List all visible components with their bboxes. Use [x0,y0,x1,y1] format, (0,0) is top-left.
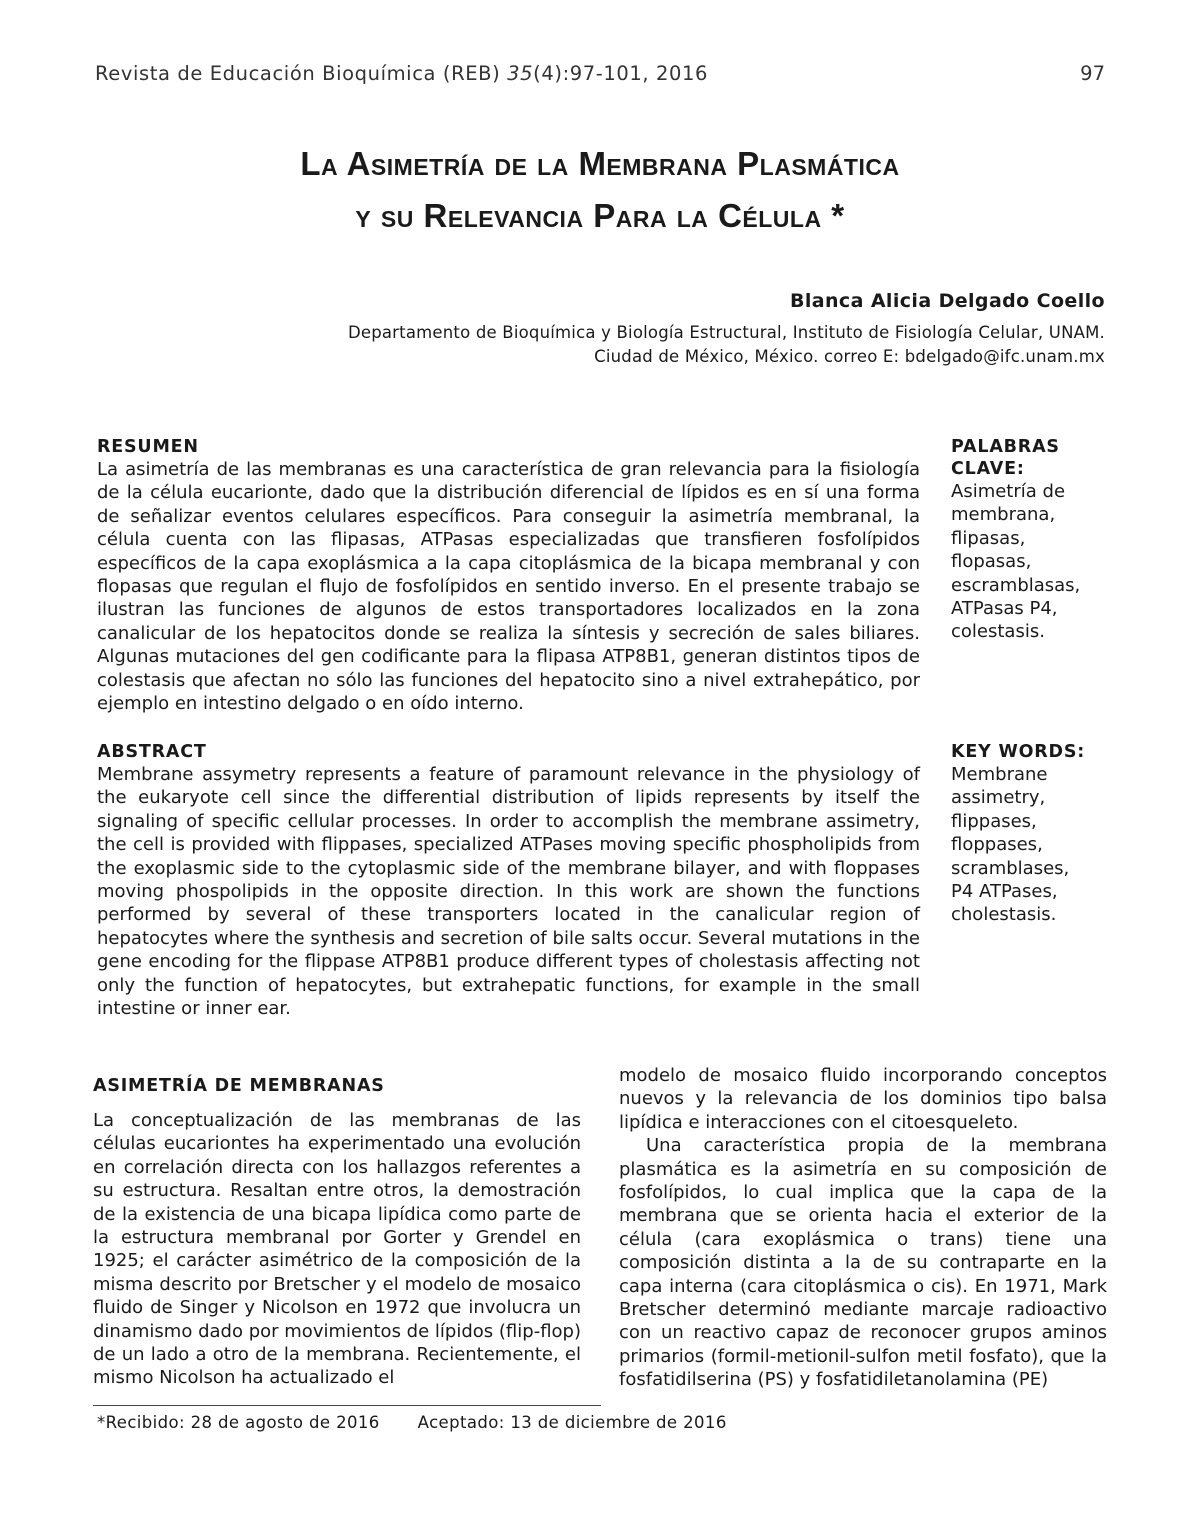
footnote-divider [93,1405,601,1406]
palabra-clave-item: colestasis. [951,621,1045,643]
title-line-2: y su Relevancia Para la Célula * [355,197,845,234]
body-column-left [93,1075,581,1390]
body-column-right [619,1064,1107,1392]
abstract-section [97,741,920,1020]
resumen-section [97,436,920,715]
key-words [951,741,1111,927]
key-word-item: cholestasis. [951,904,1057,926]
key-words-heading: KEY WORDS: [951,742,1086,762]
running-head [95,62,708,85]
palabras-clave-heading-1: PALABRAS [951,437,1060,457]
affiliation-line-2: Ciudad de México, México. correo E: bdelgado@ifc.unam.mx [594,347,1105,366]
journal-volume: 35 [507,62,534,85]
key-word-item: scramblases, [951,857,1070,879]
affiliation-line-1: Departamento de Bioquímica y Biología Estructural, Instituto de Fisiología Celular, UNAM. [347,323,1105,342]
key-word-item: P4 ATPases, [951,881,1058,903]
resumen-text: La asimetría de las membranas es una característica de gran relevancia para la fisiología de la célula eucarionte, dado que la distribución diferencial de lípidos es en sí una forma de señalizar eventos celulares específicos. Para conseguir la asimetría membranal, la célula cuenta con las flipasas, ATPasas especializadas que transfieren fosfolípidos específicos de la capa exoplásmica a la capa citoplásmica de la bicapa membranal y con flopasas que regulan el flujo de fosfolípidos en sentido inverso. En el presente trabajo se ilustran las funciones de algunos de estos transportadores localizados en la zona canalicular de los hepatocitos donde se realiza la síntesis y secreción de sales biliares. Algunas mutaciones del gen codificante para la flipasa ATP8B1, generan distintos tipos de colestasis que afectan no sólo las funciones del hepatocito sino a nivel extrahepático, por ejemplo en intestino delgado o en oído interno. [97,459,920,715]
abstract-heading: ABSTRACT [97,742,207,762]
author-name: Blanca Alicia Delgado Coello [789,290,1105,312]
footnote-accepted: Aceptado: 13 de diciembre de 2016 [417,1413,727,1432]
palabra-clave-item: flopasas, [951,551,1032,573]
key-word-item: Membrane [951,764,1048,785]
page-number: 97 [1080,62,1105,85]
section-heading: ASIMETRÍA DE MEMBRANAS [93,1076,385,1096]
section-paragraph-2: Una característica propia de la membrana plasmática es la asimetría en su composición de fosfolípidos, lo cual implica que la capa de la membrana que se orienta hacia el exterior de la célula (cara exoplásmica o trans) tiene una composición distinta a la de su contraparte en la capa interna (cara citoplásmica o cis). En 1971, Mark Bretscher determinó mediante marcaje radioactivo con un reactivo capaz de reconocer grupos aminos primarios (formil-metionil-sulfon metil fosfato), que la fosfatidilserina (PS) y fosfatidiletanolamina (PE) [619,1135,1107,1391]
palabra-clave-item: Asimetría de [951,481,1066,502]
key-word-item: flippases, [951,810,1037,832]
palabra-clave-item: membrana, [951,504,1056,526]
key-word-item: floppases, [951,834,1043,856]
section-paragraph-1: La conceptualización de las membranas de las células eucariontes ha experimentado una evolución en correlación directa con los hallazgos referentes a su estructura. Resaltan entre otros, la demostración de la existencia de una bicapa lipídica como parte de la estructura membranal por Gorter y Grendel en 1925; el carácter asimétrico de la composición de la misma descrito por Bretscher y el modelo de mosaico fluido de Singer y Nicolson en 1972 que involucra un dinamismo dado por movimientos de lípidos (flip-flop) de un lado a otro de la membrana. Recientemente, el mismo Nicolson ha actualizado el [93,1110,581,1389]
resumen-heading: RESUMEN [97,437,199,457]
article-title [0,138,1200,242]
footnote-received: *Recibido: 28 de agosto de 2016 [97,1413,380,1432]
palabras-clave [951,436,1111,644]
palabra-clave-item: flipasas, [951,527,1026,549]
section-paragraph-1-continued: modelo de mosaico fluido incorporando conceptos nuevos y la relevancia de los dominios tipo balsa lipídica e interacciones con el citoesqueleto. [619,1065,1107,1133]
title-line-1: La Asimetría de la Membrana Plasmática [300,145,900,182]
palabra-clave-item: ATPasas P4, [951,598,1058,620]
footnote [97,1413,727,1432]
author-affiliation [348,321,1105,369]
journal-name: Revista de Educación Bioquímica (REB) [95,62,508,85]
palabras-clave-heading-2: CLAVE: [951,459,1025,479]
abstract-text: Membrane assymetry represents a feature of paramount relevance in the physiology of the eukaryote cell since the differential distribution of lipids represents by itself the signaling of specific cellular processes. In order to accomplish the membrane assimetry, the cell is provided with flippases, specialized ATPases moving specific phospholipids from the exoplasmic side to the cytoplasmic side of the membrane bilayer, and with floppases moving phospolipids in the opposite direction. In this work are shown the functions performed by several of these transporters located in the canalicular region of hepatocytes where the synthesis and secretion of bile salts occur. Several mutations in the gene encoding for the flippase ATP8B1 produce different types of cholestasis affecting not only the function of hepatocytes, but extrahepatic functions, for example in the small intestine or inner ear. [97,764,920,1020]
palabra-clave-item: escramblasas, [951,574,1081,596]
key-word-item: assimetry, [951,787,1046,809]
journal-issue-pages: (4):97-101, 2016 [533,62,709,85]
